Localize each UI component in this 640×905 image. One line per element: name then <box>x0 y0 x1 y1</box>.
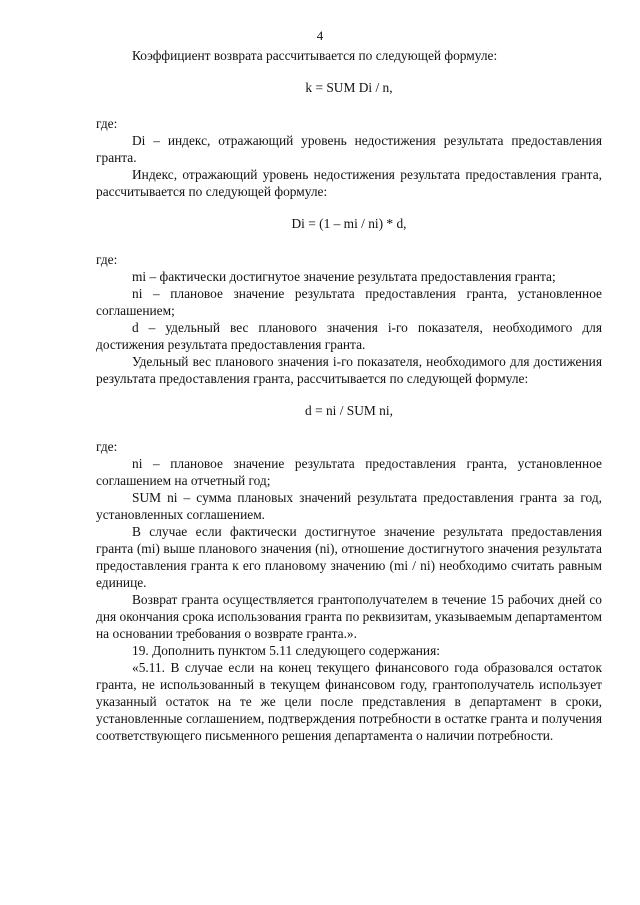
where-label: где: <box>96 252 118 267</box>
document-body <box>96 47 602 744</box>
paragraph: SUM ni – сумма плановых значений результата предоставления гранта за год, установленных соглашением. <box>96 490 602 522</box>
paragraph: В случае если фактически достигнутое значение результата предоставления гранта (mi) выше планового значения (ni), отношение достигнутого значения результата предоставления гранта к его плановому значению (mi / ni) необходимо считать равным единице. <box>96 524 602 590</box>
paragraph: Коэффициент возврата рассчитывается по следующей формуле: <box>132 48 498 63</box>
formula-di: Di = (1 – mi / ni) * d, <box>291 216 407 231</box>
where-label: где: <box>96 116 118 131</box>
page-number: 4 <box>316 28 324 43</box>
where-label: где: <box>96 439 118 454</box>
paragraph: 19. Дополнить пунктом 5.11 следующего содержания: <box>132 643 440 658</box>
paragraph: ni – плановое значение результата предоставления гранта, установленное соглашением на отчетный год; <box>96 456 602 488</box>
paragraph: «5.11. В случае если на конец текущего финансового года образовался остаток гранта, не использованный в текущем финансовом году, грантополучатель использует указанный остаток на те же цели после представления в департамент в сроки, установленные соглашением, подтверждения потребности в остатке гранта и получения соответствующего письменного решения департамента о наличии потребности. <box>96 660 602 743</box>
paragraph: d – удельный вес планового значения i-го показателя, необходимого для достижения результата предоставления гранта. <box>96 320 602 352</box>
paragraph: Di – индекс, отражающий уровень недостижения результата предоставления гранта. <box>96 133 602 165</box>
paragraph: mi – фактически достигнутое значение результата предоставления гранта; <box>132 269 556 284</box>
paragraph: ni – плановое значение результата предоставления гранта, установленное соглашением; <box>96 286 602 318</box>
paragraph: Возврат гранта осуществляется грантополучателем в течение 15 рабочих дней со дня окончания срока использования гранта по реквизитам, указываемым департаментом на основании требования о возврате гранта.». <box>96 592 602 641</box>
formula-k: k = SUM Di / n, <box>305 80 393 95</box>
paragraph: Удельный вес планового значения i-го показателя, необходимого для достижения результата предоставления гранта, рассчитывается по следующей формуле: <box>96 354 602 386</box>
formula-d: d = ni / SUM ni, <box>305 403 393 418</box>
paragraph: Индекс, отражающий уровень недостижения результата предоставления гранта, рассчитывается по следующей формуле: <box>96 167 602 199</box>
